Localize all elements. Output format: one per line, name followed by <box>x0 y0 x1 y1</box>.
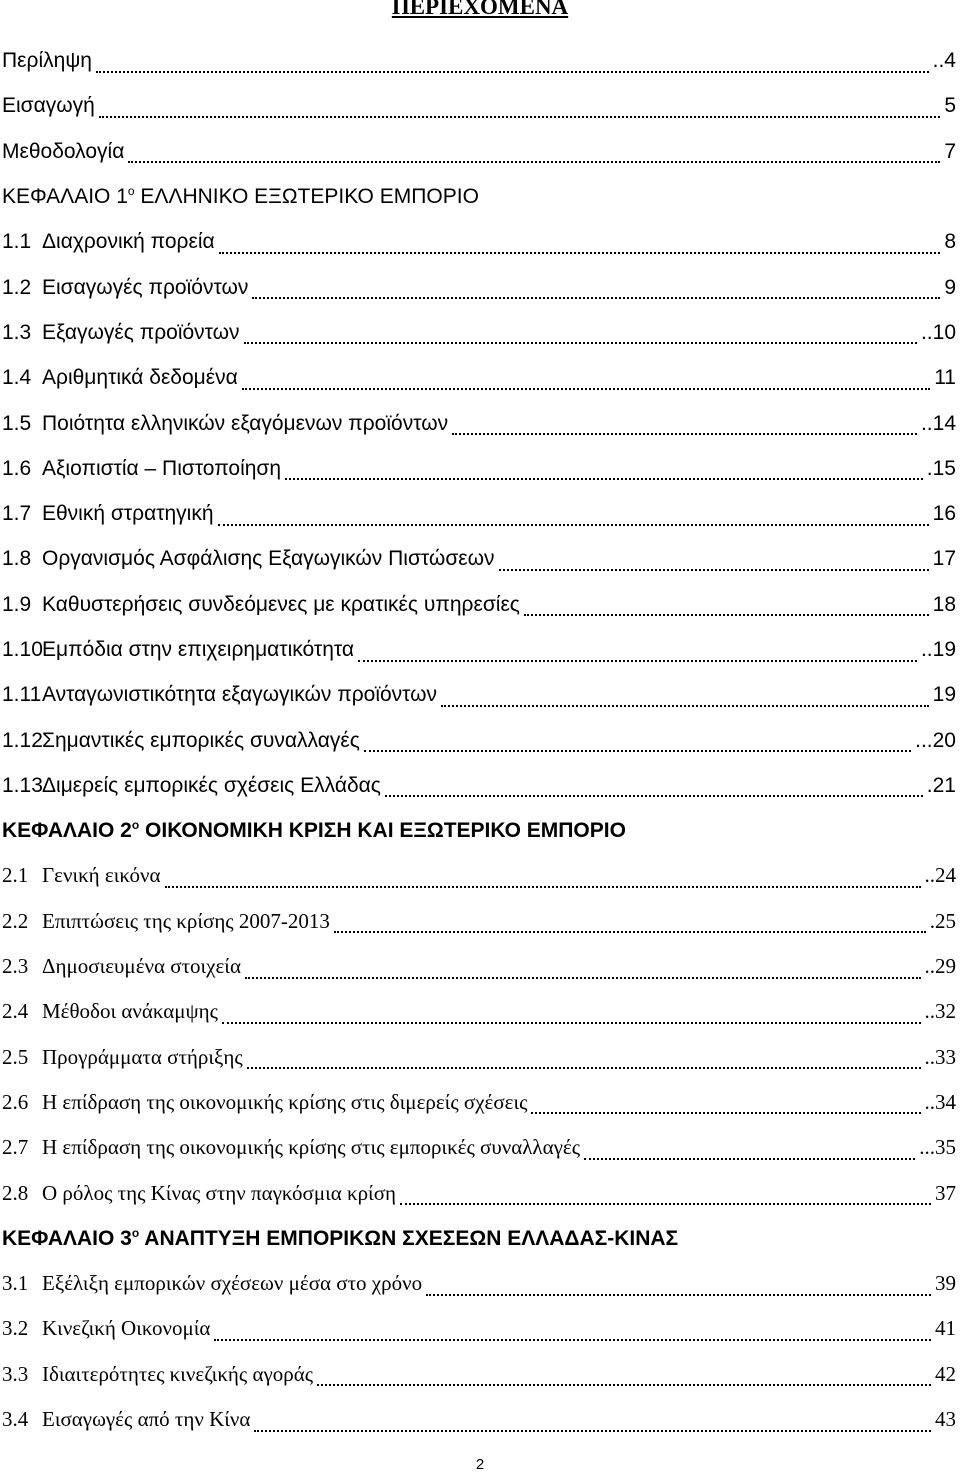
toc-entry-label: Η επίδραση της οικονομικής κρίσης στις εμπορικές συναλλαγές <box>42 1135 581 1160</box>
toc-entry-label: Εξέλιξη εμπορικών σχέσεων μέσα στο χρόνο <box>42 1271 423 1296</box>
dot-leader <box>584 1140 915 1160</box>
toc-entry-2-8[interactable] <box>0 1170 960 1215</box>
toc-entry-number: 1.9 <box>2 592 32 616</box>
toc-entry-label: Ανταγωνιστικότητα εξαγωγικών προϊόντων <box>42 683 438 707</box>
dot-leader <box>245 959 921 979</box>
toc-entry-3-2[interactable] <box>0 1306 960 1351</box>
toc-entry-2-6[interactable] <box>0 1080 960 1125</box>
toc-entry-1-3[interactable] <box>0 310 960 355</box>
dot-leader <box>252 279 940 299</box>
toc-entry-label: Διαχρονική πορεία <box>42 230 215 254</box>
dot-leader <box>222 1004 921 1024</box>
toc-entry-1-6[interactable] <box>0 446 960 491</box>
toc-entry-number: 1.1 <box>2 230 32 254</box>
toc-entry-label: Εισαγωγή <box>2 94 95 118</box>
dot-leader <box>385 777 923 797</box>
dot-leader <box>247 1049 921 1069</box>
toc-entry-label: Εξαγωγές προϊόντων <box>42 320 240 344</box>
toc-entry-page: 19 <box>932 683 956 707</box>
toc-entry-2-7[interactable] <box>0 1125 960 1170</box>
toc-entry-page: 16 <box>932 502 956 526</box>
dot-leader <box>426 1276 931 1296</box>
dot-leader <box>242 370 930 390</box>
toc-entry-label: Διμερείς εμπορικές σχέσεις Ελλάδας <box>42 773 381 797</box>
toc-entry-page: .15 <box>926 456 956 480</box>
toc-entry-page: 17 <box>932 547 956 571</box>
chapter-1-sup: ο <box>127 184 135 199</box>
toc-entry-3-3[interactable] <box>0 1352 960 1397</box>
toc-title: ΠΕΡΙΕΧΟΜΕΝΑ <box>391 0 569 19</box>
toc-entry-2-3[interactable] <box>0 944 960 989</box>
dot-leader <box>99 98 940 118</box>
toc-entry-page: 42 <box>935 1361 956 1386</box>
toc-entry-methodology[interactable] <box>0 129 960 174</box>
toc-entry-label: Αριθμητικά δεδομένα <box>42 366 238 390</box>
toc-entry-label: Ο ρόλος της Κίνας στην παγκόσμια κρίση <box>42 1180 396 1205</box>
dot-leader <box>400 1185 931 1205</box>
toc-entry-number: 1.10 <box>2 638 43 661</box>
toc-entry-page: ..10 <box>920 320 956 344</box>
toc-entry-label: Ποιότητα ελληνικών εξαγόμενων προϊόντων <box>42 411 449 435</box>
toc-entry-number: 3.2 <box>2 1316 29 1341</box>
chapter-2-title: ΟΙΚΟΝΟΜΙΚΗ ΚΡΙΣΗ ΚΑΙ ΕΞΩΤΕΡΙΚΟ ΕΜΠΟΡΙΟ <box>139 819 626 843</box>
dot-leader <box>524 596 929 616</box>
toc-entry-label: Εισαγωγές από την Κίνα <box>42 1407 251 1432</box>
toc-entry-3-1[interactable] <box>0 1261 960 1306</box>
toc-entry-number: 1.6 <box>2 456 32 480</box>
toc-entry-2-5[interactable] <box>0 1035 960 1080</box>
toc-entry-2-4[interactable] <box>0 989 960 1034</box>
toc-entry-page: 39 <box>935 1271 956 1296</box>
dot-leader <box>128 143 940 163</box>
dot-leader <box>165 868 921 888</box>
chapter-1-title: ΕΛΛΗΝΙΚΟ ΕΞΩΤΕΡΙΚΟ ΕΜΠΟΡΙΟ <box>134 185 479 209</box>
dot-leader <box>219 234 941 254</box>
toc-entry-page: ..34 <box>924 1089 956 1114</box>
toc-entry-label: Μεθοδολογία <box>2 139 125 163</box>
toc-entry-1-4[interactable] <box>0 355 960 400</box>
toc-entry-page: 11 <box>934 366 956 390</box>
chapter-3-sup: ο <box>131 1225 140 1240</box>
page-number: 2 <box>475 1456 485 1473</box>
toc-entry-page: ..19 <box>920 638 956 661</box>
toc-entry-2-1[interactable] <box>0 853 960 898</box>
toc-entry-number: 2.1 <box>2 863 29 888</box>
toc-entry-1-5[interactable] <box>0 400 960 445</box>
toc-entry-page: 7 <box>944 139 956 163</box>
toc-entry-1-10[interactable] <box>0 627 960 672</box>
toc-entry-page: ..32 <box>924 999 956 1024</box>
toc-entry-number: 2.7 <box>2 1135 29 1160</box>
toc-entry-number: 1.13 <box>2 773 43 797</box>
chapter-2-prefix: ΚΕΦΑΛΑΙΟ 2 <box>2 819 132 843</box>
toc-entry-page: 41 <box>935 1316 956 1341</box>
toc-entry-1-7[interactable] <box>0 491 960 536</box>
toc-entry-label: Καθυστερήσεις συνδεόμενες με κρατικές υπηρεσίες <box>42 592 520 616</box>
toc-entry-page: ...20 <box>915 728 956 752</box>
toc-entry-page: 43 <box>935 1407 956 1432</box>
dot-leader <box>358 642 917 662</box>
toc-entry-number: 2.6 <box>2 1089 29 1114</box>
toc-entry-label: Η επίδραση της οικονομικής κρίσης στις διμερείς σχέσεις <box>42 1089 528 1114</box>
dot-leader <box>452 415 917 435</box>
toc-entry-label: Κινεζική Οικονομία <box>42 1316 211 1341</box>
toc-entry-label: Εισαγωγές προϊόντων <box>42 275 249 299</box>
toc-entry-label: Περίληψη <box>2 49 92 73</box>
toc-entry-number: 3.4 <box>2 1407 29 1432</box>
toc-entry-introduction[interactable] <box>0 83 960 128</box>
toc-entry-2-2[interactable] <box>0 899 960 944</box>
toc-entry-label: Γενική εικόνα <box>42 863 161 888</box>
dot-leader <box>214 1321 931 1341</box>
toc-entry-page: ..24 <box>924 863 956 888</box>
chapter-3-prefix: ΚΕΦΑΛΑΙΟ 3 <box>2 1226 132 1250</box>
chapter-2-heading[interactable] <box>0 808 960 853</box>
toc-entry-3-4[interactable] <box>0 1397 960 1442</box>
chapter-2-sup: ο <box>131 818 140 833</box>
toc-entry-page: ..29 <box>924 954 956 979</box>
dot-leader <box>334 913 926 933</box>
toc-entry-number: 1.7 <box>2 502 32 526</box>
chapter-3-title: ΑΝΑΠΤΥΞΗ ΕΜΠΟΡΙΚΩΝ ΣΧΕΣΕΩΝ ΕΛΛΑΔΑΣ-ΚΙΝΑΣ <box>139 1226 679 1250</box>
toc-entry-1-11[interactable] <box>0 672 960 717</box>
toc-entry-label: Οργανισμός Ασφάλισης Εξαγωγικών Πιστώσεων <box>42 547 495 571</box>
toc-entry-number: 1.8 <box>2 547 32 571</box>
toc-entry-number: 2.4 <box>2 999 29 1024</box>
toc-entry-label: Δημοσιευμένα στοιχεία <box>42 954 241 979</box>
toc-entry-number: 2.8 <box>2 1180 29 1205</box>
toc-entry-page: .25 <box>929 908 956 933</box>
toc-entry-number: 1.4 <box>2 366 32 390</box>
toc-entry-number: 1.12 <box>2 728 43 752</box>
toc-entry-label: Εμπόδια στην επιχειρηματικότητα <box>42 638 355 661</box>
toc-entry-number: 1.3 <box>2 320 32 344</box>
toc-entry-number: 3.1 <box>2 1271 29 1296</box>
toc-entry-label: Ιδιαιτερότητες κινεζικής αγοράς <box>42 1361 314 1386</box>
toc-entry-label: Αξιοπιστία – Πιστοποίηση <box>42 456 282 480</box>
dot-leader <box>96 53 929 73</box>
toc-entry-number: 1.5 <box>2 411 32 435</box>
toc-entry-label: Προγράμματα στήριξης <box>42 1044 243 1069</box>
toc-entry-number: 1.11 <box>2 683 42 707</box>
toc-entry-page: ..14 <box>920 411 956 435</box>
dot-leader <box>499 551 929 571</box>
toc-entry-page: 5 <box>944 94 956 118</box>
toc-entry-number: 2.5 <box>2 1044 29 1069</box>
dot-leader <box>285 460 923 480</box>
toc-entry-1-9[interactable] <box>0 582 960 627</box>
dot-leader <box>218 506 929 526</box>
table-of-contents <box>0 38 960 1442</box>
toc-entry-label: Επιπτώσεις της κρίσης 2007-2013 <box>42 908 330 933</box>
dot-leader <box>317 1366 931 1386</box>
toc-entry-label: Μέθοδοι ανάκαμψης <box>42 999 218 1024</box>
dot-leader <box>364 732 911 752</box>
toc-entry-page: .21 <box>926 773 956 797</box>
toc-entry-1-13[interactable] <box>0 763 960 808</box>
toc-entry-1-12[interactable] <box>0 717 960 762</box>
toc-entry-page: ..33 <box>924 1044 956 1069</box>
dot-leader <box>531 1094 920 1114</box>
toc-entry-label: Εθνική στρατηγική <box>42 502 214 526</box>
toc-entry-page: ..4 <box>932 49 956 73</box>
toc-entry-number: 2.2 <box>2 908 29 933</box>
toc-entry-page: 37 <box>935 1180 956 1205</box>
toc-entry-summary[interactable] <box>0 38 960 83</box>
toc-entry-1-1[interactable] <box>0 219 960 264</box>
toc-entry-number: 3.3 <box>2 1361 29 1386</box>
toc-entry-number: 2.3 <box>2 954 29 979</box>
toc-entry-1-8[interactable] <box>0 536 960 581</box>
chapter-1-prefix: ΚΕΦΑΛΑΙΟ 1 <box>2 185 128 209</box>
chapter-1-heading[interactable] <box>0 174 960 219</box>
toc-entry-1-2[interactable] <box>0 264 960 309</box>
dot-leader <box>254 1412 931 1432</box>
dot-leader <box>244 324 917 344</box>
toc-entry-page: ...35 <box>919 1135 956 1160</box>
toc-entry-number: 1.2 <box>2 275 32 299</box>
toc-entry-page: 18 <box>932 592 956 616</box>
toc-entry-page: 9 <box>944 275 956 299</box>
chapter-3-heading[interactable] <box>0 1216 960 1261</box>
toc-entry-label: Σημαντικές εμπορικές συναλλαγές <box>42 728 360 752</box>
toc-entry-page: 8 <box>944 230 956 254</box>
dot-leader <box>441 687 929 707</box>
